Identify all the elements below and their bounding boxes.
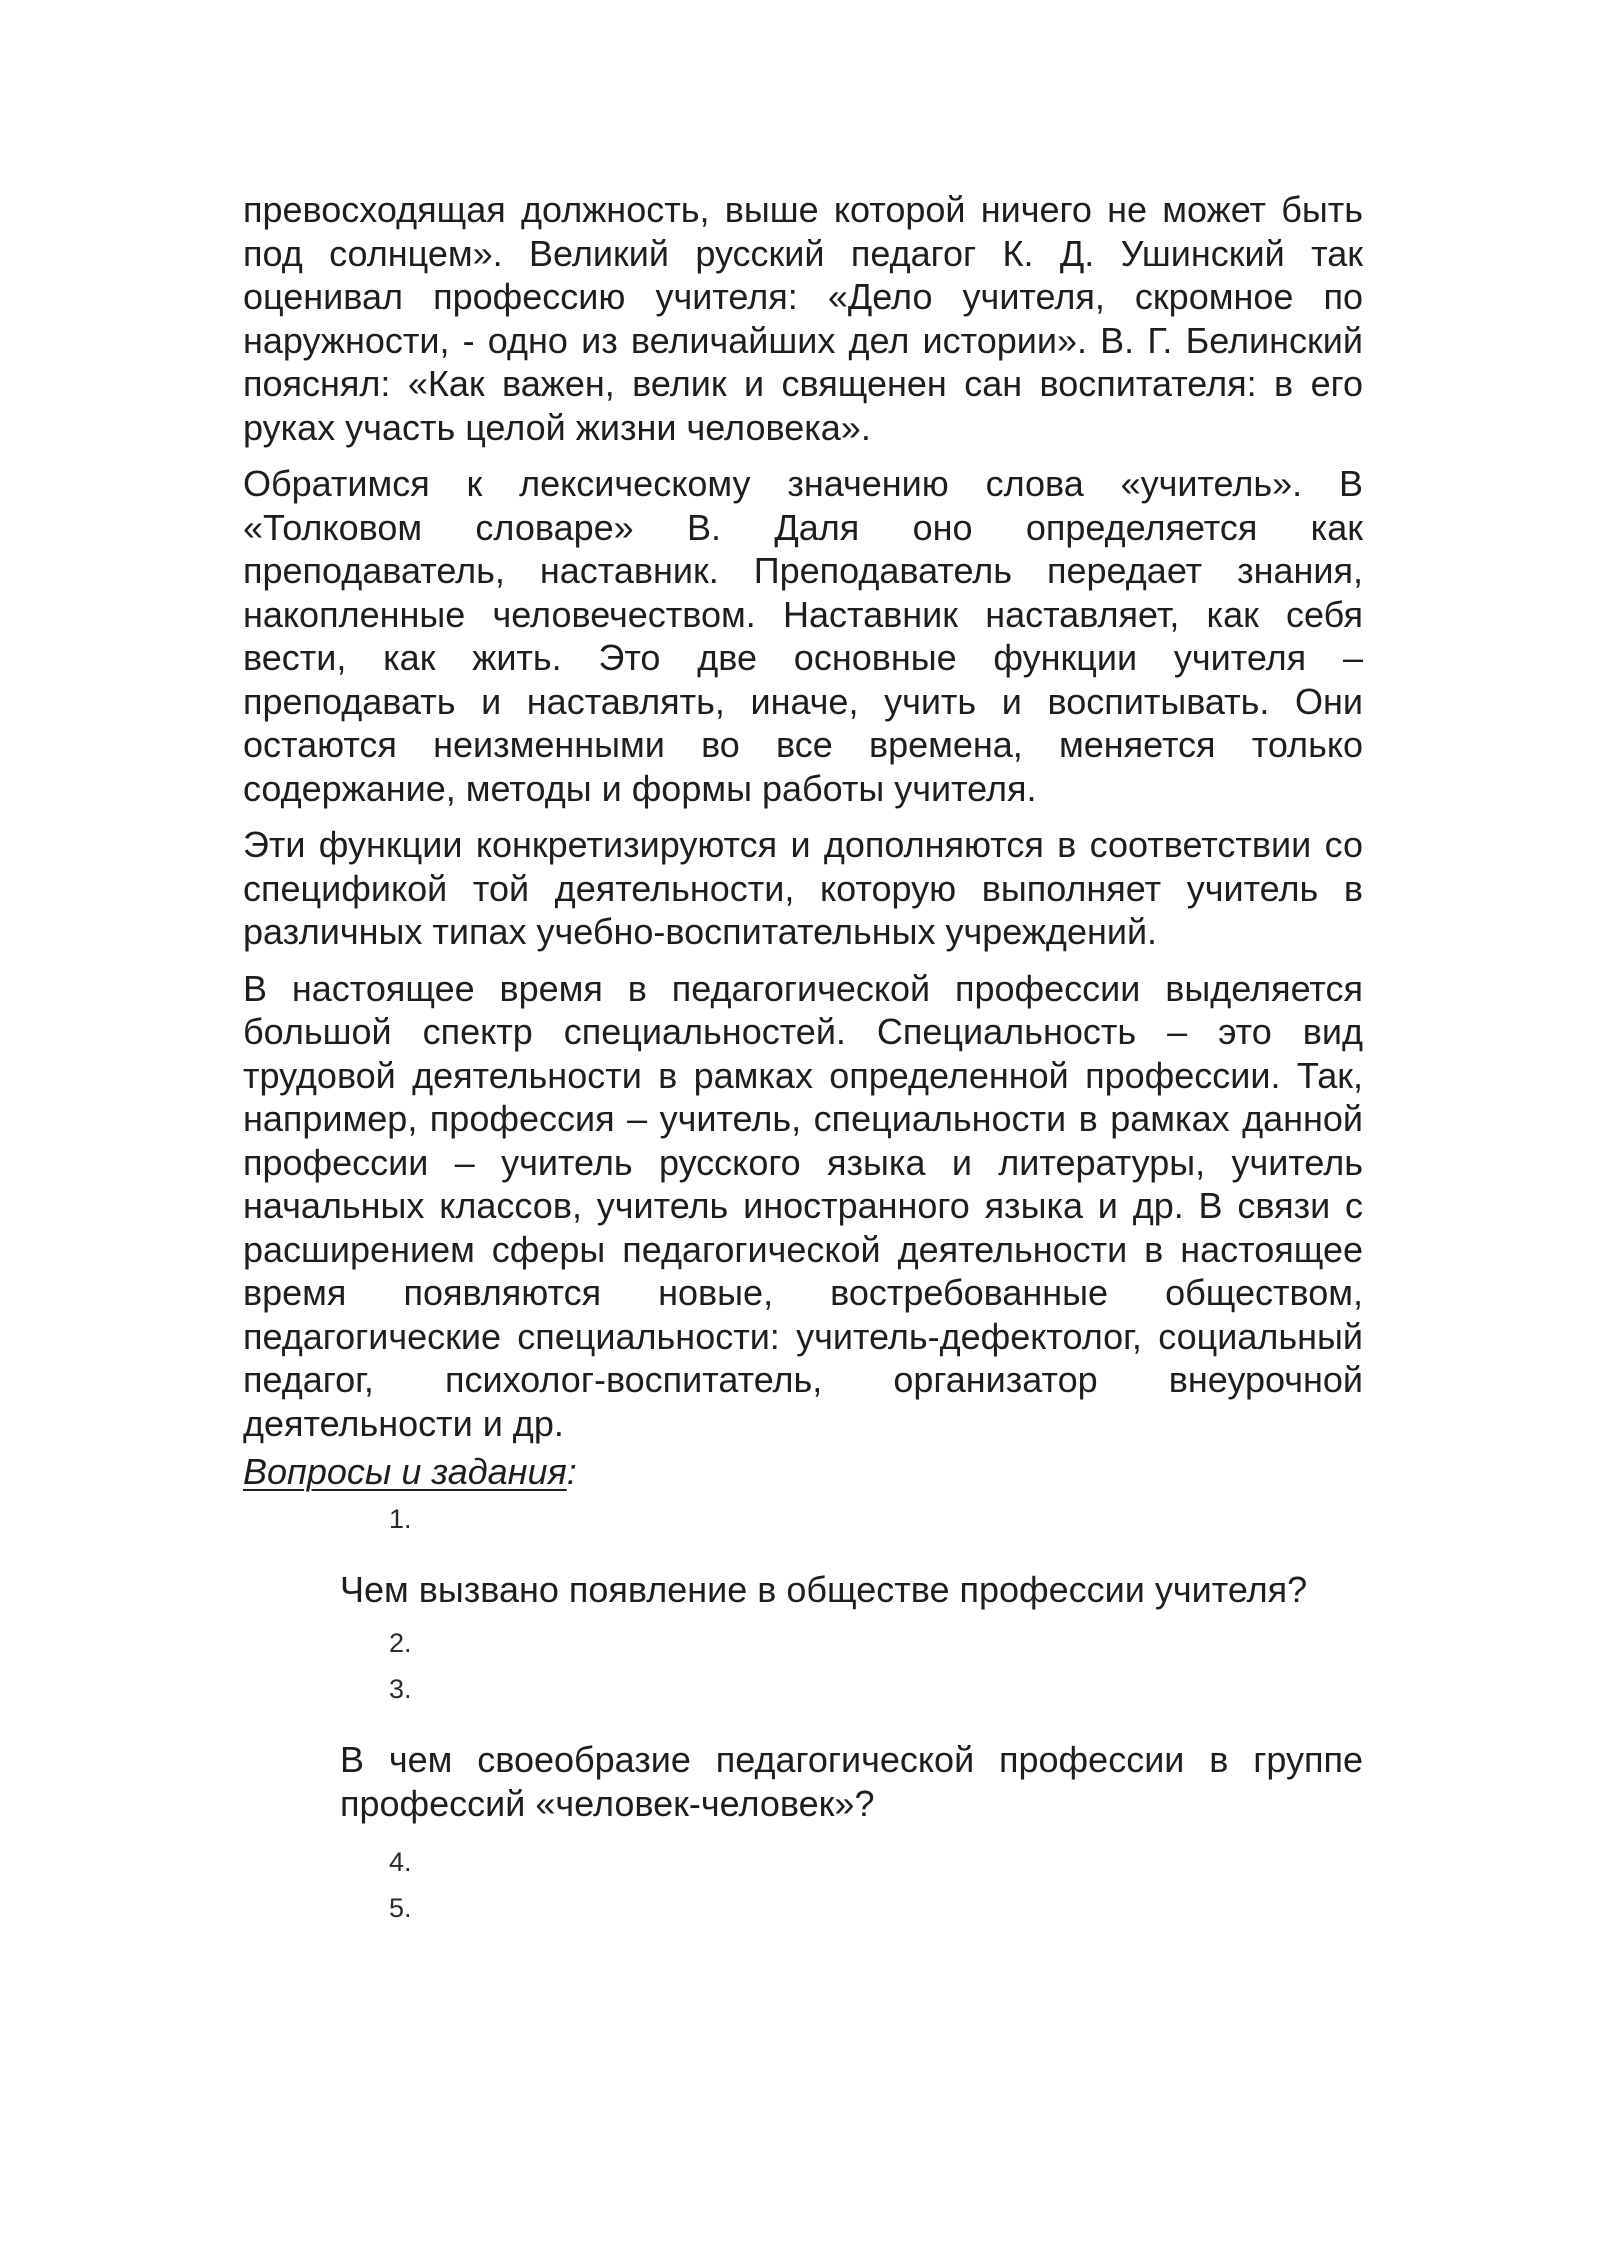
list-number: 3.: [389, 1674, 412, 1704]
list-number: 1.: [389, 1503, 412, 1534]
questions-heading-text: Вопросы и задания: [243, 1451, 567, 1492]
paragraph: превосходящая должность, выше которой ничего не может быть под солнцем». Великий русский педагог К. Д. Ушинский так оценивал профессию учителя: «Дело учителя, скромное по наружности, - одно из величайших дел истории». В. Г. Белинский пояснял: «Как важен, велик и священен сан воспитателя: в его руках участь целой жизни человека».: [243, 189, 1363, 448]
questions-list: [243, 1496, 1363, 1932]
questions-heading: [243, 1450, 1363, 1494]
questions-heading-colon: :: [566, 1451, 577, 1492]
question-text: В чем своеобразие педагогической профессии в группе профессий «человек-человек»?: [340, 1739, 1363, 1824]
paragraph: Обратимся к лексическому значению слова «учитель». В «Толковом словаре» В. Даля оно определяется как преподаватель, наставник. Преподаватель передает знания, накопленные человечеством. Наставник наставляет, как себя вести, как жить. Это две основные функции учителя – преподавать и наставлять, иначе, учить и воспитывать. Они остаются неизменными во все времена, меняется только содержание, методы и формы работы учителя.: [243, 463, 1363, 809]
question-text: Чем вызвано появление в обществе профессии учителя?: [340, 1568, 1308, 1610]
list-number: 2.: [389, 1628, 412, 1658]
list-number: 5.: [389, 1893, 412, 1923]
list-number: 4.: [389, 1847, 412, 1877]
page-content: [243, 188, 1363, 1931]
paragraph: В настоящее время в педагогической профессии выделяется большой спектр специальностей. Специальность – это вид трудовой деятельности в рамках определенной профессии. Так, например, профессия – учитель, специальности в рамках данной профессии – учитель русского языка и литературы, учитель начальных классов, учитель иностранного языка и др. В связи с расширением сферы педагогической деятельности в настоящее время появляются новые, востребованные обществом, педагогические специальности: учитель-дефектолог, социальный педагог, психолог-воспитатель, организатор внеурочной деятельности и др.: [243, 967, 1363, 1444]
paragraph: Эти функции конкретизируются и дополняются в соответствии со спецификой той деятельности, которую выполняет учитель в различных типах учебно-воспитательных учреждений.: [243, 824, 1363, 952]
